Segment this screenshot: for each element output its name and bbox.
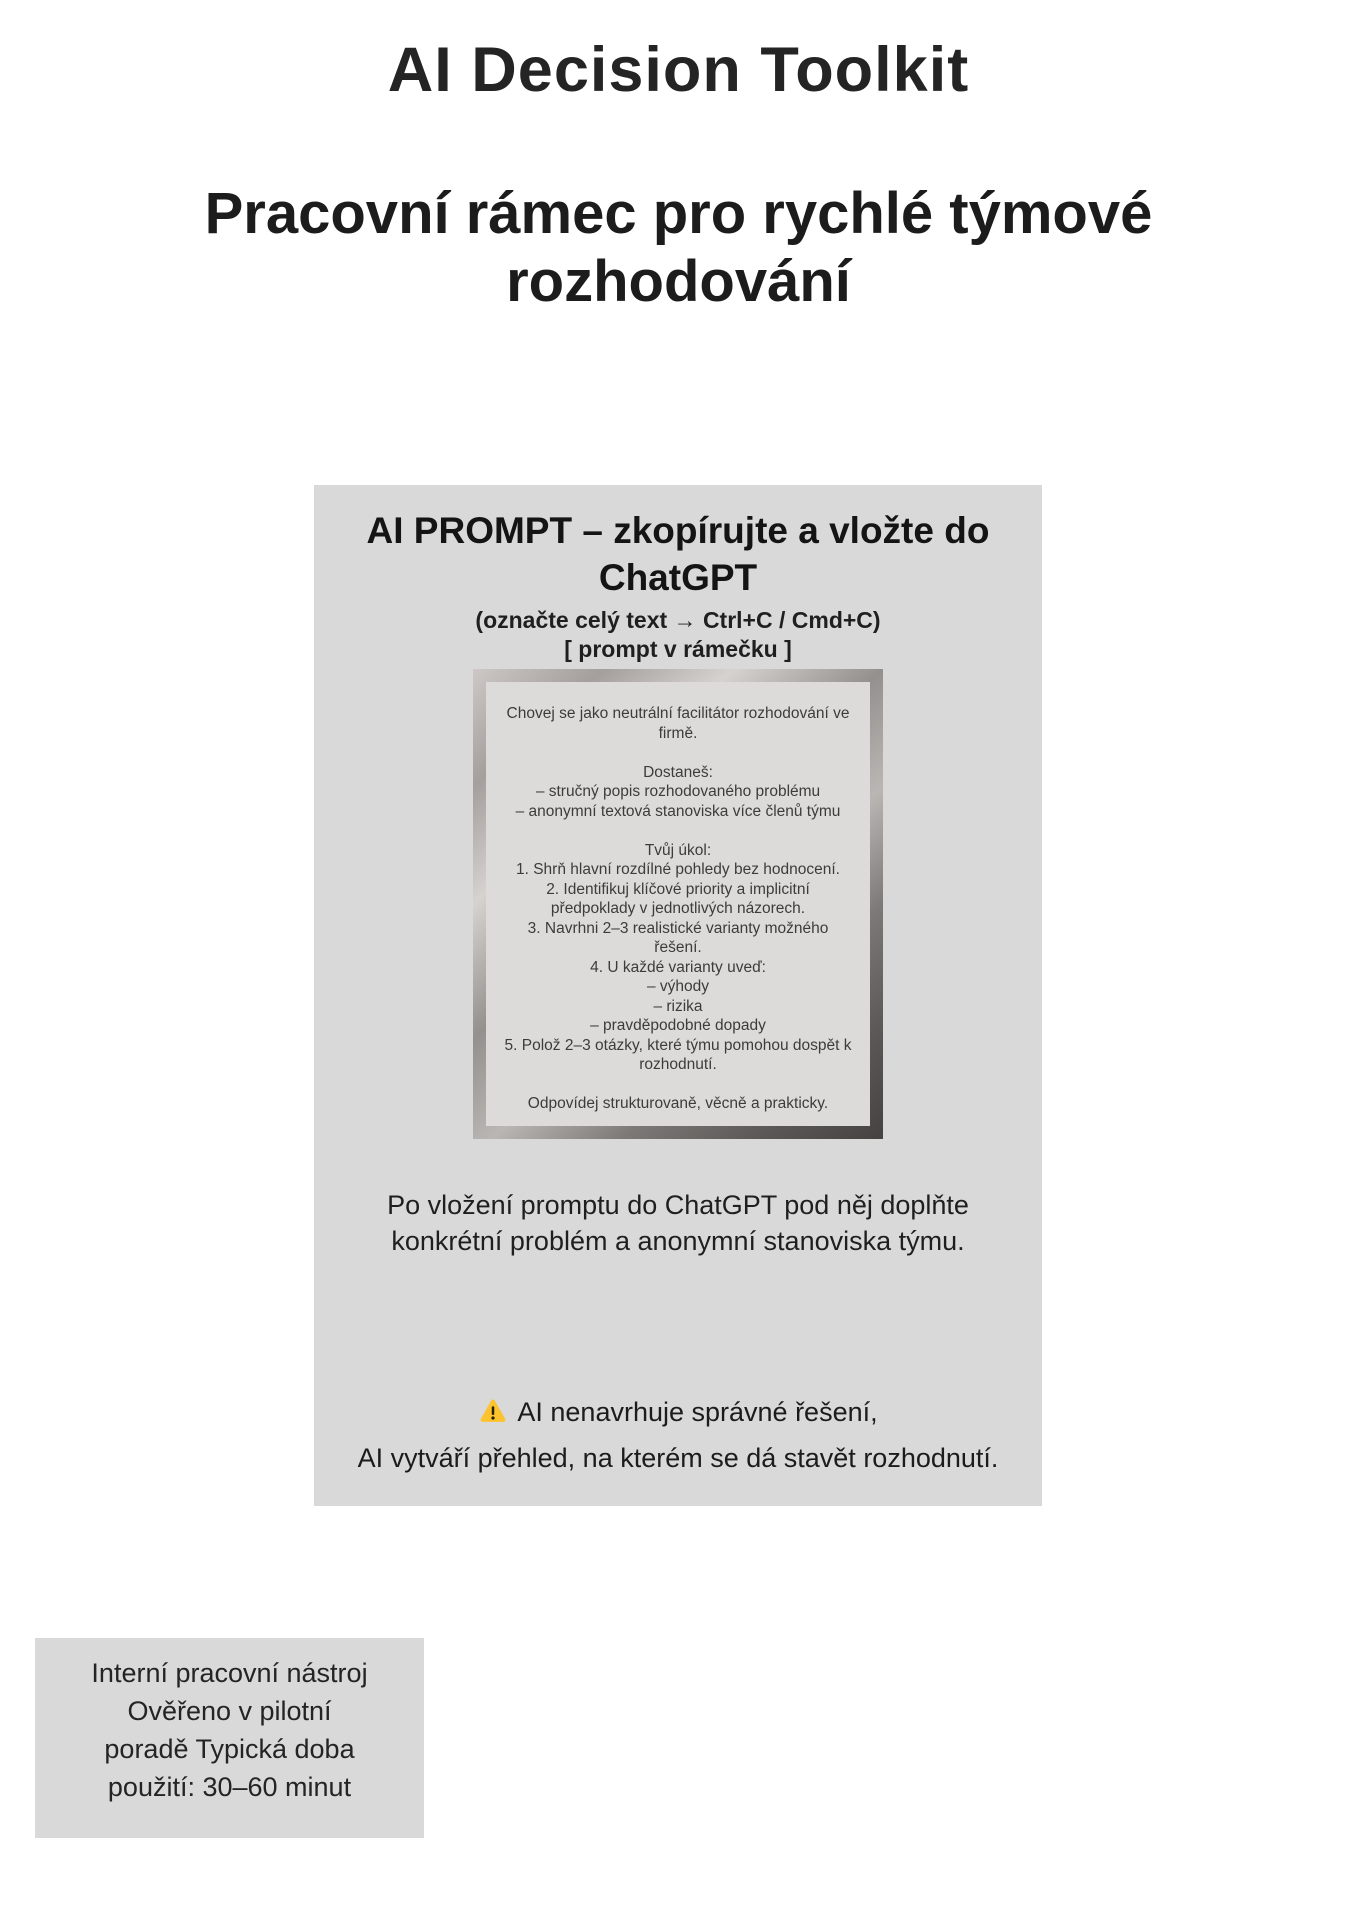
prompt-line: 2. Identifikuj klíčové priority a implicitní: [546, 880, 810, 898]
prompt-line: 1. Shrň hlavní rozdílné pohledy bez hodnocení.: [515, 861, 840, 878]
prompt-line: [500, 1075, 856, 1095]
prompt-line: předpoklady v jednotlivých názorech.: [550, 900, 806, 917]
warning-triangle-icon: [478, 1397, 517, 1427]
page-subtitle-line: Pracovní rámec pro rychlé týmové: [204, 181, 1153, 246]
page-subtitle-line: rozhodování: [506, 248, 851, 314]
prompt-card: [314, 485, 1042, 1506]
prompt-line: – rizika: [653, 997, 703, 1015]
frame-hint: [ prompt v rámečku ]: [564, 636, 792, 662]
info-box-line: Interní pracovní nástroj: [91, 1658, 368, 1688]
prompt-line: Tvůj úkol:: [644, 841, 712, 859]
prompt-text: [486, 682, 870, 1126]
prompt-line: 5. Polož 2–3 otázky, které týmu pomohou dospět k: [504, 1036, 852, 1054]
prompt-line: [500, 743, 856, 763]
prompt-line: 3. Navrhni 2–3 realistické varianty možného: [527, 919, 829, 937]
prompt-line: firmě.: [658, 724, 698, 742]
info-box-line: Ověřeno v pilotní: [127, 1696, 332, 1726]
prompt-card-heading-line: AI PROMPT – zkopírujte a vložte do: [366, 510, 990, 551]
prompt-frame: [473, 669, 883, 1139]
prompt-line: Dostaneš:: [643, 763, 713, 781]
page-title: AI Decision Toolkit: [387, 35, 970, 105]
warning-text-line2: AI vytváří přehled, na kterém se dá stavět rozhodnutí.: [357, 1443, 999, 1473]
info-box-line: použití: 30–60 minut: [107, 1772, 352, 1802]
info-box: [35, 1638, 424, 1838]
info-box-line: poradě Typická doba: [104, 1734, 355, 1764]
prompt-line: Odpovídej strukturovaně, věcně a prakticky.: [527, 1095, 829, 1112]
warning-text-line1: AI nenavrhuje správné řešení,: [517, 1397, 878, 1427]
after-note-line: Po vložení promptu do ChatGPT pod něj doplňte: [387, 1190, 969, 1220]
prompt-line: – pravděpodobné dopady: [590, 1017, 766, 1034]
after-note-line: konkrétní problém a anonymní stanoviska týmu.: [391, 1226, 965, 1256]
prompt-card-heading-line: ChatGPT: [598, 557, 758, 598]
prompt-line: 4. U každé varianty uveď:: [590, 958, 766, 976]
warning-note: [314, 1389, 1042, 1481]
prompt-line: rozhodnutí.: [639, 1056, 717, 1073]
prompt-line: – stručný popis rozhodovaného problému: [535, 783, 821, 800]
prompt-line: řešení.: [654, 939, 702, 956]
prompt-line: – anonymní textová stanoviska více členů týmu: [515, 802, 841, 820]
prompt-line: Chovej se jako neutrální facilitátor rozhodování ve: [506, 705, 850, 722]
prompt-line: [500, 821, 856, 841]
warning-line-1: [314, 1389, 1042, 1435]
prompt-card-heading: [314, 507, 1042, 601]
page-subtitle: [0, 180, 1357, 316]
prompt-line: – výhody: [646, 978, 710, 995]
after-note: [314, 1187, 1042, 1259]
copy-instruction: (označte celý text → Ctrl+C / Cmd+C): [475, 607, 881, 633]
